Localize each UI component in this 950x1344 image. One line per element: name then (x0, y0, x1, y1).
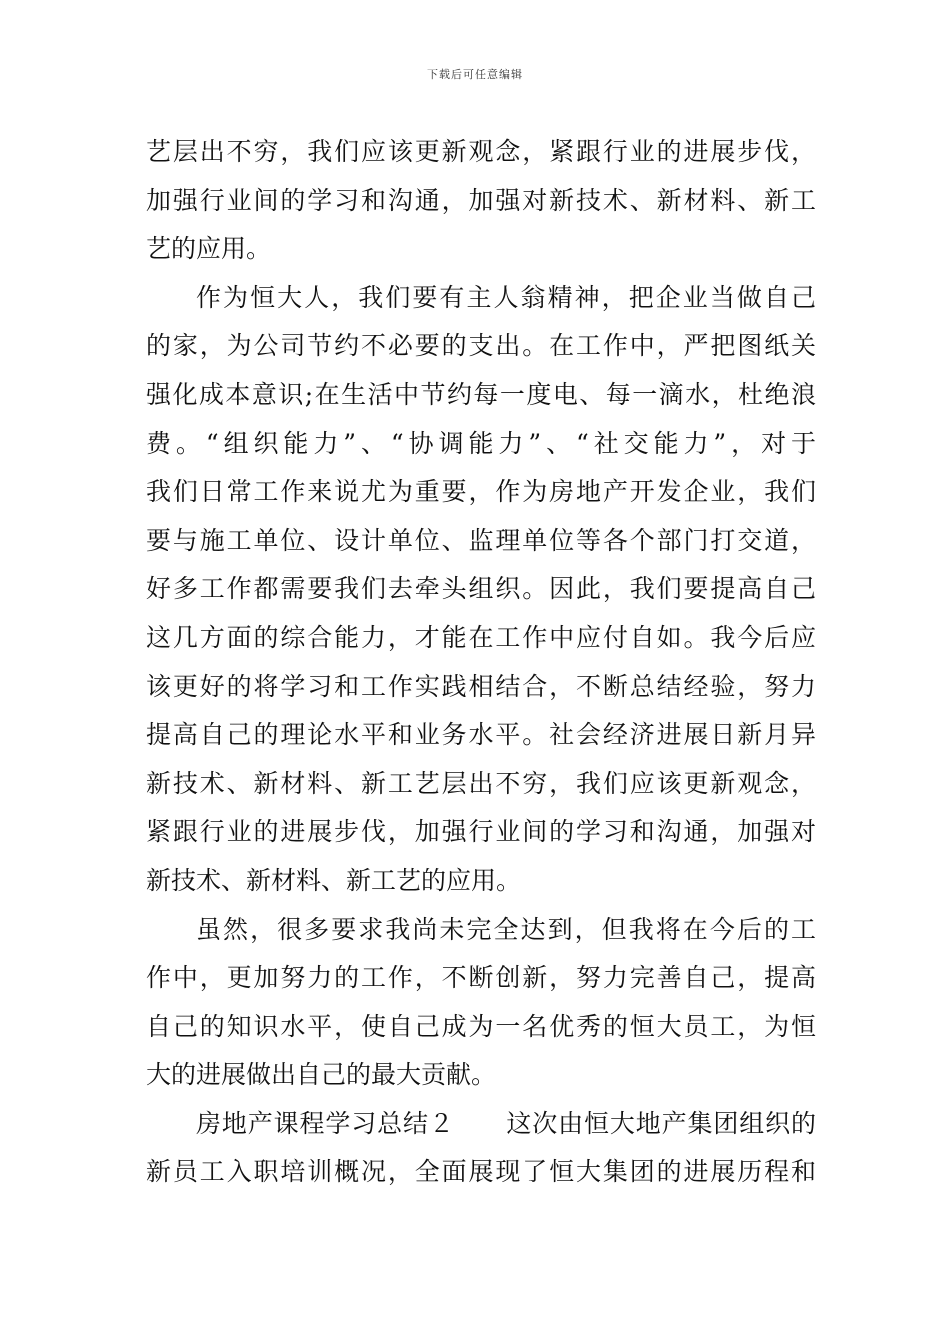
text-line: 该更好的将学习和工作实践相结合，不断总结经验，努力 (146, 671, 816, 701)
page-header: 下载后可任意编辑 (427, 68, 523, 81)
body-text (146, 128, 816, 1197)
text-line: 自己的知识水平，使自己成为一名优秀的恒大员工，为恒 (146, 1011, 816, 1041)
text-line: 这几方面的综合能力，才能在工作中应付自如。我今后应 (146, 622, 816, 652)
text-line: 加强行业间的学习和沟通，加强对新技术、新材料、新工 (146, 185, 816, 215)
text-line: 大的进展做出自己的最大贡献。 (146, 1060, 497, 1090)
text-line: 房地产课程学习总结２ 这次由恒大地产集团组织的 (196, 1108, 816, 1138)
text-line: 强化成本意识;在生活中节约每一度电、每一滴水，杜绝浪 (146, 379, 816, 409)
text-line: 好多工作都需要我们去牵头组织。因此，我们要提高自己 (146, 574, 816, 604)
text-line: 要与施工单位、设计单位、监理单位等各个部门打交道， (146, 525, 816, 555)
text-line: 的家，为公司节约不必要的支出。在工作中，严把图纸关 (146, 331, 816, 361)
text-line: 艺层出不穷，我们应该更新观念，紧跟行业的进展步伐， (146, 137, 816, 166)
text-line: 作为恒大人，我们要有主人翁精神，把企业当做自己 (196, 282, 816, 312)
text-line: 紧跟行业的进展步伐，加强行业间的学习和沟通，加强对 (146, 817, 816, 847)
text-line: 新技术、新材料、新工艺层出不穷，我们应该更新观念， (146, 768, 816, 798)
text-line: 虽然，很多要求我尚未完全达到，但我将在今后的工 (196, 914, 816, 944)
text-line: 艺的应用。 (146, 234, 272, 264)
text-line: 费。“组织能力”、“协调能力”、“社交能力”，对于 (146, 428, 816, 458)
text-line: 作中，更加努力的工作，不断创新，努力完善自己，提高 (146, 963, 816, 993)
text-line: 新员工入职培训概况，全面展现了恒大集团的进展历程和 (146, 1157, 816, 1187)
text-line: 新技术、新材料、新工艺的应用。 (146, 865, 522, 895)
text-line: 提高自己的理论水平和业务水平。社会经济进展日新月异 (146, 720, 816, 750)
text-line: 我们日常工作来说尤为重要，作为房地产开发企业，我们 (146, 477, 816, 507)
